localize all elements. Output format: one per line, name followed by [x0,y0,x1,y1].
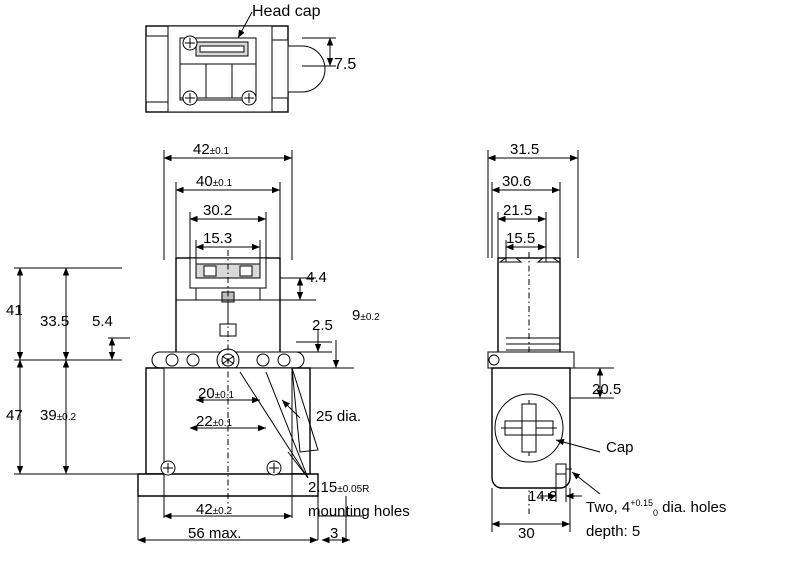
top-view-group [146,12,336,112]
label-front-41: 41 [6,302,23,319]
label-side-21-5: 21.5 [503,202,533,219]
label-front-56-max: 56 max. [188,525,242,542]
label-side-30: 30 [518,525,535,542]
label-side-31-5: 31.5 [510,141,540,158]
label-front-42-02: 42±0.2 [196,501,233,518]
label-front-2-5: 2.5 [312,317,333,334]
label-side-30-6: 30.6 [502,173,532,190]
label-front-30-2: 30.2 [203,202,233,219]
label-side-holes-line1: Two, $4^{+0.15}_0$ dia. holes [586,498,727,518]
label-front-9-02: 9±0.2 [352,307,380,324]
label-mounting-holes-text: mounting holes [308,503,410,520]
label-side-holes-line2: depth: 5 [586,523,641,540]
label-front-3: 3 [330,525,339,542]
label-front-20-01: 20±0.1 [198,385,235,402]
label-front-25-dia: 25 dia. [316,408,362,425]
label-front-39-02: 39±0.2 [40,407,77,424]
label-side-15-5: 15.5 [506,230,536,247]
label-head-cap: Head cap [252,3,321,20]
label-front-4-4: 4.4 [306,269,327,286]
label-front-15-3: 15.3 [203,230,233,247]
label-front-47: 47 [6,407,23,424]
label-side-14-2: 14.2 [528,488,558,505]
label-front-42-01: 42±0.1 [193,141,230,158]
label-top-7-5: 7.5 [334,56,357,73]
label-front-33-5: 33.5 [40,313,70,330]
label-front-5-4: 5.4 [92,313,113,330]
label-side-20-5: 20.5 [592,381,622,398]
label-front-40-01: 40±0.1 [196,173,233,190]
label-side-cap: Cap [606,439,634,456]
label-front-22-01: 22±0.1 [196,413,233,430]
label-mounting-holes-tol: 2.15±0.05R [308,479,370,496]
